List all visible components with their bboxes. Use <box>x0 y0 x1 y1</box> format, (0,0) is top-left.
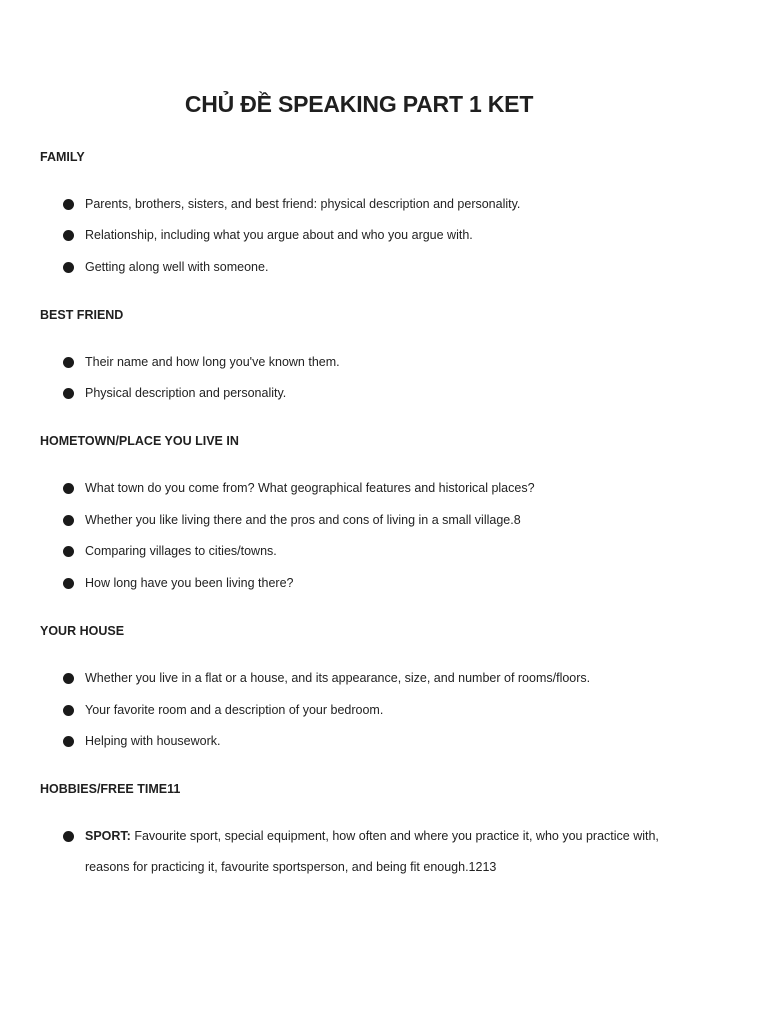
bullet-icon <box>63 230 74 241</box>
bullet-icon <box>63 546 74 557</box>
list-item: Helping with housework. <box>60 726 680 757</box>
list-item: Parents, brothers, sisters, and best friend: physical description and personality. <box>60 189 680 220</box>
list-item: Their name and how long you've known them. <box>60 347 680 378</box>
section-heading-hobbies: HOBBIES/FREE TIME11 <box>40 782 181 796</box>
section-heading-best-friend: BEST FRIEND <box>40 308 124 322</box>
bullet-icon <box>63 578 74 589</box>
item-text: Favourite sport, special equipment, how often and where you practice it, who you practice with, reasons for practicing it, favourite sportsperson, and being fit enough.1213 <box>85 829 659 874</box>
bullet-icon <box>63 515 74 526</box>
bullet-icon <box>63 357 74 368</box>
bullet-icon <box>63 483 74 494</box>
bullet-icon <box>63 736 74 747</box>
bullet-icon <box>63 262 74 273</box>
list-item: Physical description and personality. <box>60 378 680 409</box>
list-item: Relationship, including what you argue about and who you argue with. <box>60 220 680 251</box>
list-item: Getting along well with someone. <box>60 252 680 283</box>
bullet-icon <box>63 831 74 842</box>
list-item: What town do you come from? What geographical features and historical places? <box>60 473 680 504</box>
bullet-icon <box>63 705 74 716</box>
bullet-icon <box>63 388 74 399</box>
list-item: Whether you like living there and the pros and cons of living in a small village.8 <box>60 505 680 536</box>
list-item: Your favorite room and a description of your bedroom. <box>60 695 680 726</box>
list-item: How long have you been living there? <box>60 568 680 599</box>
list-item: Comparing villages to cities/towns. <box>60 536 680 567</box>
section-heading-your-house: YOUR HOUSE <box>40 624 125 638</box>
list-item: Whether you live in a flat or a house, and its appearance, size, and number of rooms/floors. <box>60 663 680 694</box>
bullet-icon <box>63 199 74 210</box>
bold-lead-label: SPORT: <box>85 829 131 843</box>
bullet-icon <box>63 673 74 684</box>
page-title: CHỦ ĐỀ SPEAKING PART 1 KET <box>184 91 534 117</box>
section-heading-hometown: HOMETOWN/PLACE YOU LIVE IN <box>40 434 239 448</box>
section-heading-family: FAMILY <box>40 150 85 164</box>
list-item <box>60 821 680 883</box>
